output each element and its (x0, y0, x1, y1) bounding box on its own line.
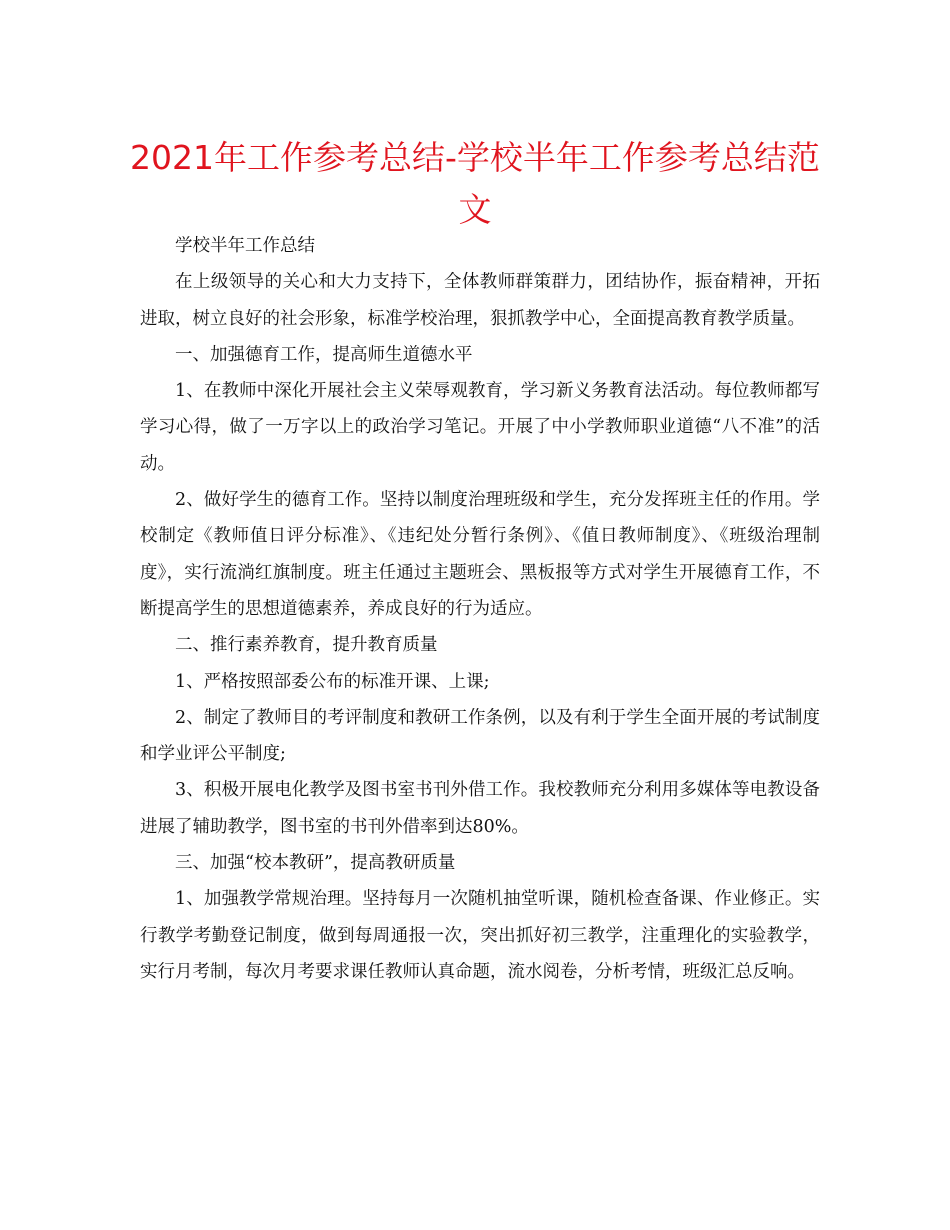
document-title: 2021年工作参考总结-学校半年工作参考总结范文 (130, 138, 820, 229)
section-heading: 三、加强“校本教研”，提高教研质量 (175, 853, 456, 874)
section-heading: 二、推行素养教育，提升教育质量 (175, 635, 438, 656)
body-paragraph: 1、严格按照部委公布的标准开课、上课; (175, 671, 490, 692)
body-paragraph: 2、制定了教师目的考评制度和教研工作条例，以及有利于学生全面开展的考试制度和学业评公平制度; (140, 707, 820, 765)
body-paragraph: 3、积极开展电化教学及图书室书刊外借工作。我校教师充分利用多媒体等电教设备进展了辅助教学，图书室的书刊外借率到达80%。 (140, 780, 820, 837)
intro-paragraph: 在上级领导的关心和大力支持下，全体教师群策群力，团结协作，振奋精神，开拓进取，树立良好的社会形象，标准学校治理，狠抓教学中心，全面提高教育教学质量。 (140, 272, 820, 329)
body-paragraph: 1、加强教学常规治理。坚持每月一次随机抽堂听课，随机检查备课、作业修正。实行教学考勤登记制度，做到每周通报一次，突出抓好初三教学，注重理化的实验教学，实行月考制，每次月考要求课任教师认真命题，流水阅卷，分析考情，班级汇总反响。 (140, 889, 820, 982)
document-body (140, 228, 820, 990)
section-heading: 一、加强德育工作，提高师生道德水平 (175, 344, 473, 365)
body-paragraph: 1、在教师中深化开展社会主义荣辱观教育，学习新义务教育法活动。每位教师都写学习心得，做了一万字以上的政治学习笔记。开展了中小学教师职业道德“八不准”的活动。 (140, 381, 820, 474)
section-heading: 学校半年工作总结 (175, 236, 315, 256)
body-paragraph: 2、做好学生的德育工作。坚持以制度治理班级和学生，充分发挥班主任的作用。学校制定《教师值日评分标准》、《违纪处分暂行条例》、《值日教师制度》、《班级治理制度》，实行流淌红旗制度。班主任通过主题班会、黑板报等方式对学生开展德育工作，不断提高学生的思想道德素养，养成良好的行为适应。 (140, 490, 820, 619)
